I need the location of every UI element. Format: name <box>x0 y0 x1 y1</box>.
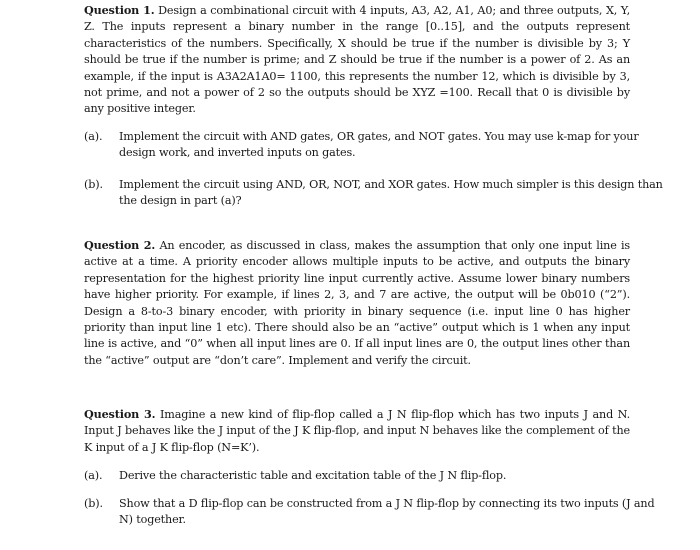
question-1-part-b <box>84 177 665 210</box>
question-3-part-b <box>84 496 665 529</box>
question-2 <box>84 237 630 369</box>
part-text: Show that a D flip-flop can be constructed from a J N flip-flop by connecting its two inputs (J and N) together. <box>119 497 655 527</box>
question-3-heading: Question 3. <box>84 407 156 421</box>
part-text: Implement the circuit with AND gates, OR gates, and NOT gates. You may use k-map for your design work, and inverted inputs on gates. <box>119 130 639 160</box>
question-1-body: Design a combinational circuit with 4 inputs, A3, A2, A1, A0; and three outputs, X, Y, Z. The inputs represent a binary number in the range [0..15], and the outputs represent characteristics of the numbers. Specifically, X should be true if the number is divisible by 3; Y should be true if the number is prime; and Z should be true if the number is a power of 2. As an example, if the input is A3A2A1A0= 1100, this represents the number 12, which is divisible by 3, not prime, and not a power of 2 so the outputs should be XYZ =100. Recall that 0 is divisible by any positive integer. <box>84 4 631 116</box>
question-1-part-a <box>84 129 665 162</box>
question-3 <box>84 406 630 456</box>
question-3-part-a <box>84 468 665 484</box>
part-text: Derive the characteristic table and excitation table of the J N flip-flop. <box>119 469 507 482</box>
part-label: (b). <box>84 497 103 510</box>
part-label: (b). <box>84 178 103 191</box>
part-text: Implement the circuit using AND, OR, NOT, and XOR gates. How much simpler is this design than the design in part (a)? <box>119 178 663 208</box>
question-1 <box>84 2 630 118</box>
question-2-body: An encoder, as discussed in class, makes the assumption that only one input line is active at a time. A priority encoder allows multiple inputs to be active, and outputs the binary representation for the highest priority line input currently active. Assume lower binary numbers have higher priority. For example, if lines 2, 3, and 7 are active, the output will be 0b010 (“2”). Design a 8-to-3 binary encoder, with priority in binary sequence (i.e. input line 0 has higher priority than input line 1 etc). There should also be an “active” output which is 1 when any input line is active, and “0” when all input lines are 0. If all input lines are 0, the output lines other than the “active” output are “don’t care”. Implement and verify the circuit. <box>84 239 631 367</box>
part-label: (a). <box>84 469 103 482</box>
question-2-heading: Question 2. <box>84 238 156 252</box>
part-label: (a). <box>84 130 103 143</box>
question-1-heading: Question 1. <box>84 3 155 17</box>
question-3-body: Imagine a new kind of flip-flop called a J N flip-flop which has two inputs J and N. Input J behaves like the J input of the J K flip-flop, and input N behaves like the complement of the K input of a J K flip-flop (N=K’). <box>84 408 630 454</box>
